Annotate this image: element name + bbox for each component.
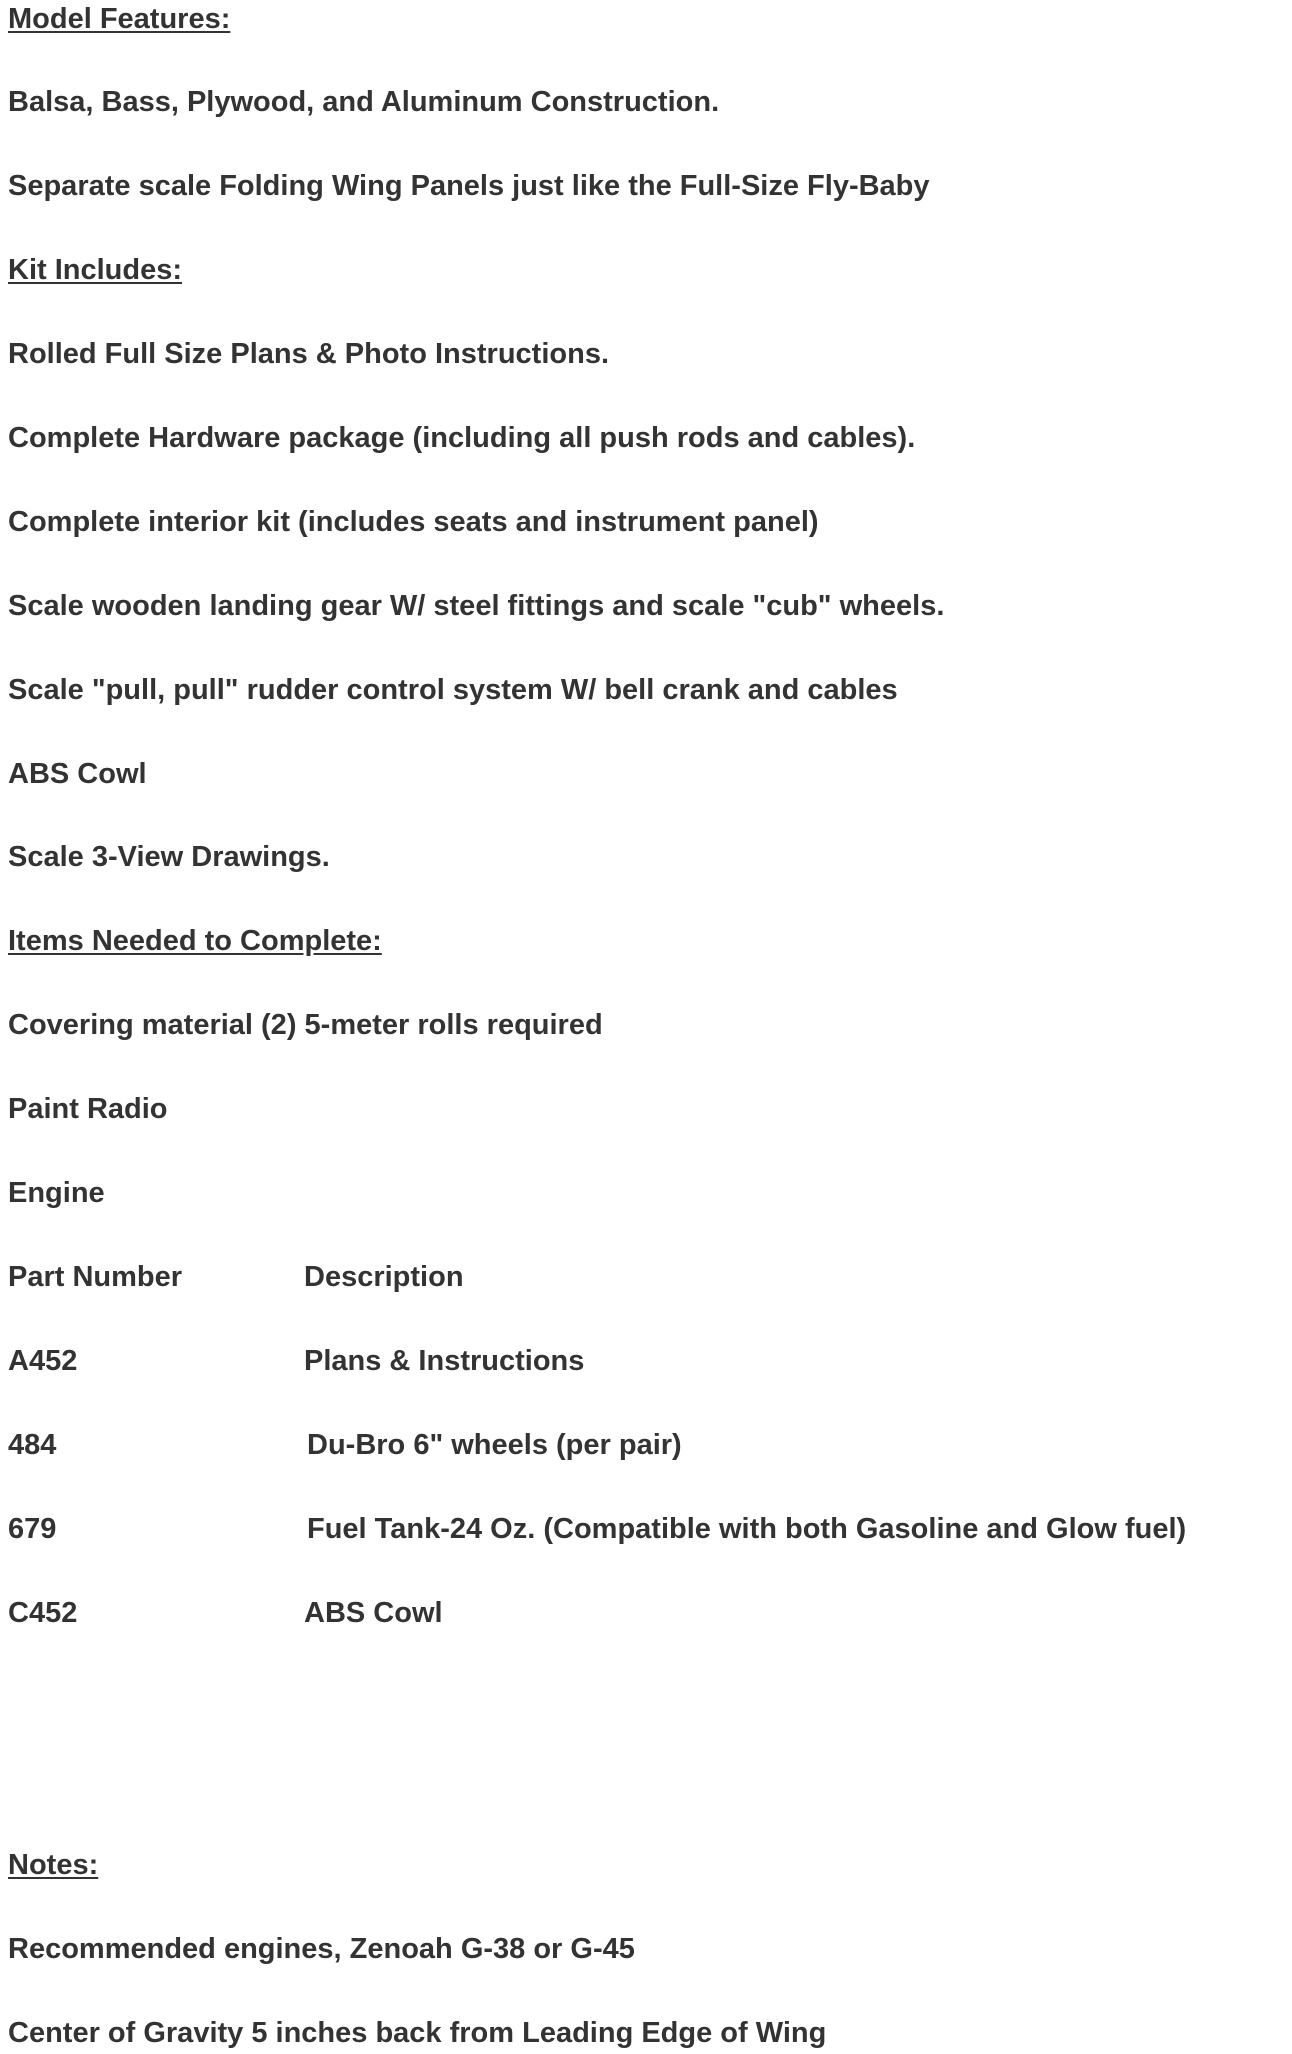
- model-feature-item: Separate scale Folding Wing Panels just like the Full-Size Fly-Baby: [8, 170, 930, 202]
- note-item: Center of Gravity 5 inches back from Leading Edge of Wing: [8, 2017, 827, 2049]
- model-feature-item: Balsa, Bass, Plywood, and Aluminum Construction.: [8, 86, 720, 118]
- table-row: [0, 1595, 1292, 1631]
- table-row: [0, 1511, 1292, 1547]
- notes-heading: Notes:: [8, 1849, 99, 1881]
- items-needed-item: Paint Radio: [8, 1093, 168, 1125]
- kit-include-item: Rolled Full Size Plans & Photo Instructions.: [8, 338, 609, 370]
- kit-includes-heading: Kit Includes:: [8, 254, 183, 286]
- parts-table-header-row: [0, 1259, 1292, 1295]
- model-features-heading: Model Features:: [8, 3, 231, 35]
- part-number-cell: 484: [8, 1429, 57, 1461]
- kit-include-item: ABS Cowl: [8, 758, 147, 790]
- part-number-header: Part Number: [8, 1261, 183, 1293]
- items-needed-item: Engine: [8, 1177, 105, 1209]
- part-number-cell: C452: [8, 1597, 78, 1629]
- items-needed-heading: Items Needed to Complete:: [8, 925, 382, 957]
- part-number-cell: 679: [8, 1513, 57, 1545]
- description-cell: Fuel Tank-24 Oz. (Compatible with both Gasoline and Glow fuel): [307, 1513, 1187, 1545]
- table-row: [0, 1343, 1292, 1379]
- description-cell: Du-Bro 6" wheels (per pair): [307, 1429, 682, 1461]
- table-row: [0, 1427, 1292, 1463]
- note-item: Recommended engines, Zenoah G-38 or G-45: [8, 1933, 635, 1965]
- kit-include-item: Scale wooden landing gear W/ steel fittings and scale "cub" wheels.: [8, 590, 945, 622]
- kit-include-item: Complete Hardware package (including all push rods and cables).: [8, 422, 916, 454]
- description-cell: Plans & Instructions: [304, 1345, 585, 1377]
- kit-include-item: Complete interior kit (includes seats and instrument panel): [8, 506, 819, 538]
- kit-include-item: Scale "pull, pull" rudder control system W/ bell crank and cables: [8, 674, 898, 706]
- kit-include-item: Scale 3-View Drawings.: [8, 841, 330, 873]
- description-header: Description: [304, 1261, 464, 1293]
- description-cell: ABS Cowl: [304, 1597, 443, 1629]
- items-needed-item: Covering material (2) 5-meter rolls required: [8, 1009, 603, 1041]
- part-number-cell: A452: [8, 1345, 78, 1377]
